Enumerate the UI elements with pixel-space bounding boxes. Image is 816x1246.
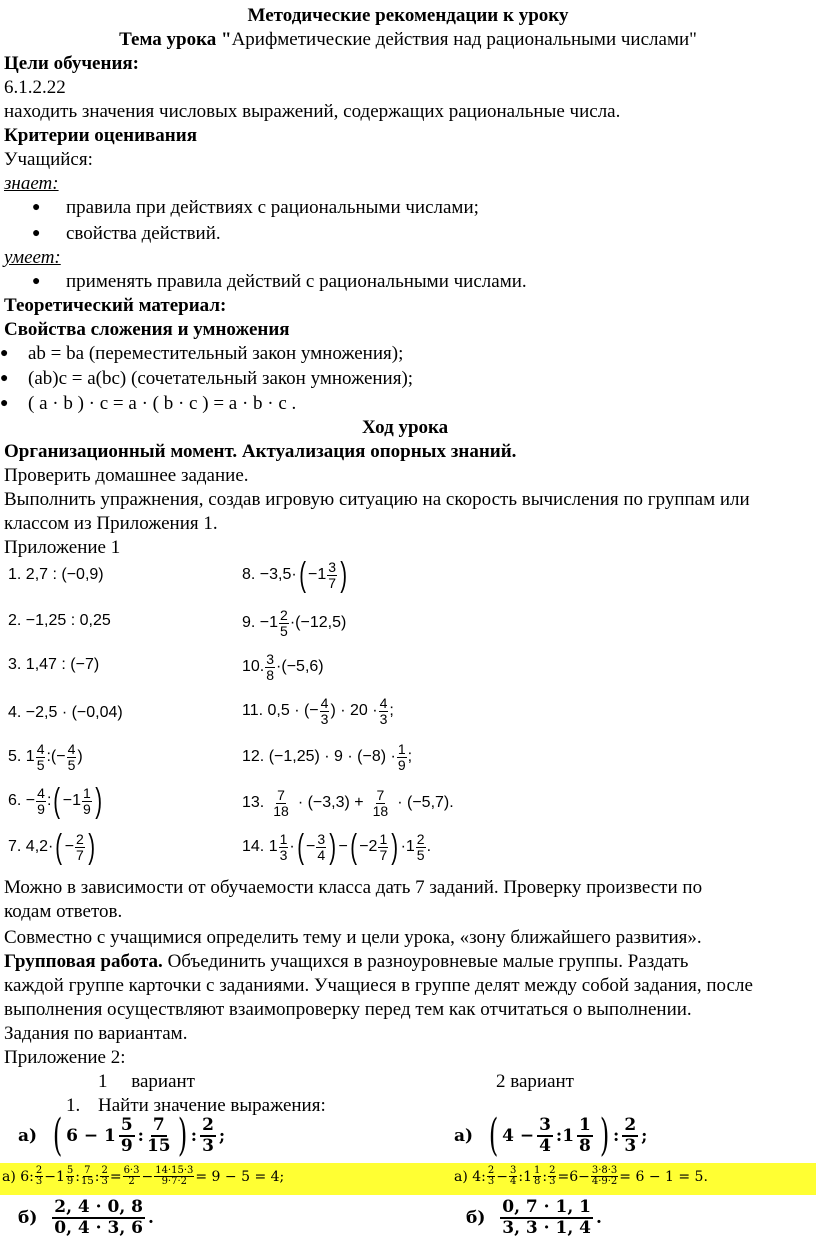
knows-label: знает: bbox=[4, 173, 59, 194]
bullet-icon: ● bbox=[0, 396, 9, 411]
paragraph: кодам ответов. bbox=[4, 901, 123, 922]
fraction-numerator: 0, 7 · 1, 1 bbox=[502, 1197, 591, 1217]
group-work-text: выполнения осуществляют взаимопроверку перед тем как отчитаться о выполнении. bbox=[4, 999, 692, 1020]
can-label: умеет: bbox=[4, 247, 61, 268]
appendix1-label: Приложение 1 bbox=[4, 537, 121, 558]
item-label: б) bbox=[18, 1207, 38, 1228]
group-work-paragraph bbox=[4, 950, 688, 974]
theory-heading: Теоретический материал: bbox=[4, 295, 227, 316]
exercise-instructions: классом из Приложения 1. bbox=[4, 513, 218, 534]
bullet-icon: ● bbox=[0, 371, 9, 386]
item-label: б) bbox=[466, 1207, 486, 1228]
item-label: а) bbox=[18, 1126, 38, 1146]
goals-code: 6.1.2.22 bbox=[4, 77, 66, 98]
paragraph: Можно в зависимости от обучаемости класса дать 7 заданий. Проверку произвести по bbox=[4, 877, 703, 898]
goals-text: находить значения числовых выражений, содержащих рациональные числа. bbox=[4, 101, 621, 122]
criteria-student: Учащийся: bbox=[4, 149, 93, 170]
topic-text: Арифметические действия над рациональными числами" bbox=[231, 29, 697, 50]
lesson-topic bbox=[0, 28, 816, 52]
org-heading: Организационный момент. Актуализация опорных знаний. bbox=[4, 441, 517, 462]
fraction-denominator: 3, 3 · 1, 4 bbox=[502, 1217, 591, 1238]
bullet-icon: ● bbox=[32, 200, 41, 215]
group-work-text: каждой группе карточки с заданиями. Учащиеся в группе делят между собой задания, после bbox=[4, 975, 753, 996]
knows-item: правила при действиях с рациональными числами; bbox=[66, 197, 479, 218]
exercise-item: 10. $\frac{3}{8}$ ·(−5,6) bbox=[242, 651, 324, 683]
variant1-label: 1 вариант bbox=[98, 1071, 195, 1092]
goals-heading: Цели обучения: bbox=[4, 53, 139, 74]
exercise-item: 7. 4,2· ( − $\frac{2}{7}$ ) bbox=[8, 828, 95, 866]
exercise-item: 6. − $\frac{4}{9}$ : ( −1 $\frac{1}{9}$ ) bbox=[8, 782, 102, 820]
fraction-denominator: 0, 4 · 3, 6 bbox=[54, 1217, 143, 1238]
exercise-item: 1. 2,7 : (−0,9) bbox=[8, 566, 104, 583]
exercise-item: 5. 1 $\frac{4}{5}$ :(− $\frac{4}{5}$ ) bbox=[8, 741, 83, 773]
variant1-expression-b: б) $\frac{2, 4 \cdot 0, 8}{0, 4 \cdot 3, 6}$ . bbox=[18, 1197, 154, 1238]
lesson-heading: Ход урока bbox=[362, 417, 449, 438]
exercise-item: 14. 1 $\frac{1}{3}$ · ( − $\frac{3}{4}$ ) − ( −2 $\frac{1}{7}$ ) ·1 $\frac{2}{5}$ . bbox=[242, 828, 432, 866]
paragraph: Совместно с учащимися определить тему и цели урока, «зону ближайшего развития». bbox=[4, 927, 702, 948]
exercise-item: 4. −2,5 · (−0,04) bbox=[8, 704, 123, 721]
fraction-numerator: 2, 4 · 0, 8 bbox=[54, 1197, 143, 1217]
variant1-expression-a: а) ( 6 − 1 5 9 : 7 15 ) : 2 3 ; bbox=[18, 1110, 226, 1161]
variants-label: Задания по вариантам. bbox=[4, 1023, 188, 1044]
exercise-item: 11. 0,5 · (− $\frac{4}{3}$ ) · 20 · $\frac{4}{3}$ ; bbox=[242, 695, 394, 727]
bullet-icon: ● bbox=[32, 226, 41, 241]
bullet-icon: ● bbox=[32, 274, 41, 289]
page-title: Методические рекомендации к уроку bbox=[247, 5, 569, 26]
exercise-instructions: Выполнить упражнения, создав игровую ситуацию на скорость вычисления по группам или bbox=[4, 489, 750, 510]
solution-result: = 6 − 1 = 5. bbox=[619, 1168, 708, 1185]
exercise-item: 13. $\frac{7}{18}$ · (−3,3) + $\frac{7}{18}$ · (−5,7). bbox=[242, 787, 454, 819]
group-work-text: Объединить учащихся в разноуровневые малые группы. Раздать bbox=[162, 951, 689, 972]
exercise-item: 12. (−1,25) · 9 · (−8) · $\frac{1}{9}$ ; bbox=[242, 741, 413, 773]
can-item: применять правила действий с рациональными числами. bbox=[66, 271, 527, 292]
group-work-label: Групповая работа. bbox=[4, 951, 163, 972]
theory-item: (ab)c = a(bc) (сочетательный закон умножения); bbox=[28, 368, 414, 389]
theory-item: ( a · b ) · c = a · ( b · c ) = a · b · c . bbox=[28, 393, 297, 414]
task-text: Найти значение выражения: bbox=[98, 1095, 326, 1116]
bullet-icon: ● bbox=[0, 346, 9, 361]
appendix2-label: Приложение 2: bbox=[4, 1047, 126, 1068]
variant1-solution: а) 6: 2 3 −1 5 9 : 7 15 : 2 3 = 6·3 2 − $\frac{14\cdot 15\cdot 3}{9\cdot 7\cdot 2}$ = 9 − 5 = 4; bbox=[2, 1165, 285, 1187]
exercise-item: 8. −3,5· ( −1 $\frac{3}{7}$ ) bbox=[242, 556, 348, 594]
criteria-heading: Критерии оценивания bbox=[4, 125, 197, 146]
variant2-label: 2 вариант bbox=[496, 1071, 574, 1092]
variant2-solution: а) 4: 2 3 − 3 4 :1 1 8 : 2 3 =6− $\frac{3\cdot 8\cdot 3}{4\cdot 9\cdot 2}$ = 6 − 1 = 5. bbox=[454, 1165, 708, 1187]
item-label: а) bbox=[454, 1126, 474, 1146]
theory-item: ab = ba (переместительный закон умножения); bbox=[28, 343, 404, 364]
variant2-expression-b: б) $\frac{0, 7 \cdot 1, 1}{3, 3 \cdot 1, 4}$ . bbox=[466, 1197, 602, 1238]
exercise-item: 9. −1 $\frac{2}{5}$ ·(−12,5) bbox=[242, 607, 347, 639]
theory-subheading: Свойства сложения и умножения bbox=[4, 319, 290, 340]
exercise-item: 3. 1,47 : (−7) bbox=[8, 656, 100, 673]
check-homework: Проверить домашнее задание. bbox=[4, 465, 249, 486]
variant2-expression-a: а) ( 4 − 3 4 :1 1 8 ) : 2 3 ; bbox=[454, 1110, 648, 1161]
exercise-item: 2. −1,25 : 0,25 bbox=[8, 612, 111, 629]
task-number: 1. bbox=[66, 1095, 81, 1116]
knows-item: свойства действий. bbox=[66, 223, 221, 244]
solution-result: = 9 − 5 = 4; bbox=[195, 1168, 285, 1185]
topic-label: Тема урока " bbox=[119, 29, 232, 50]
